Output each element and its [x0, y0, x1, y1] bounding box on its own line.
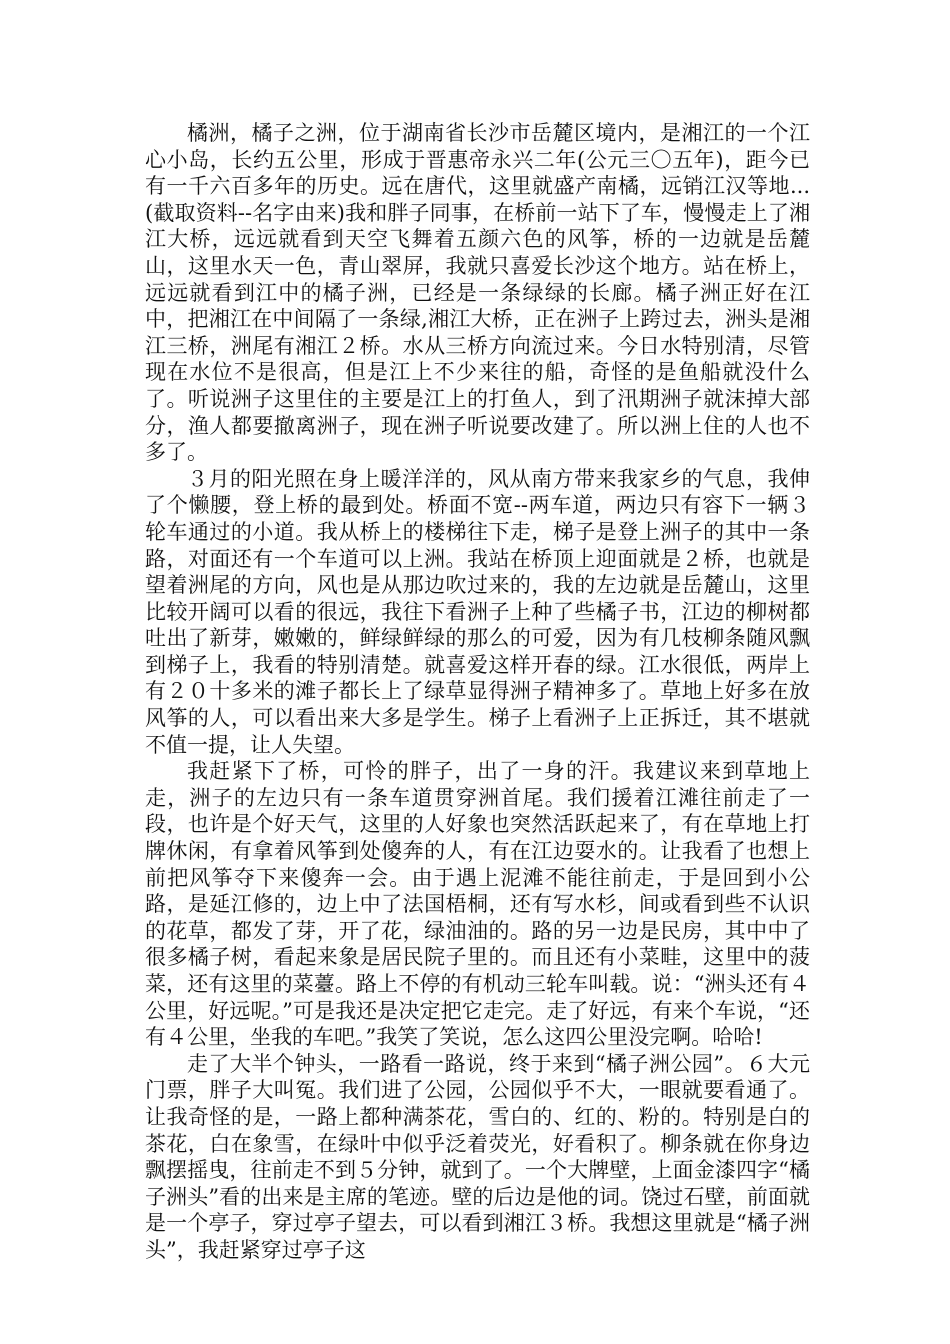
- paragraph-3: 我赶紧下了桥，可怜的胖子，出了一身的汗。我建议来到草地上走，洲子的左边只有一条车道贯穿洲首尾。我们援着江滩往前走了一段，也许是个好天气，这里的人好象也突然活跃起来了，有在草地上打牌休闲，有拿着风筝到处傻奔的人，有在江边耍水的。让我看了也想上前把风筝夺下来傻奔一会。由于遇上泥滩不能往前走，于是回到小公路，是延江修的，边上中了法国梧桐，还有写水杉，间或看到些不认识的花草，都发了芽，开了花，绿油油的。路的另一边是民房，其中中了很多橘子树，看起来象是居民院子里的。而且还有小菜畦，这里中的菠菜，还有这里的菜薹。路上不停的有机动三轮车叫载。说：“洲头还有４公里，好远呢。”可是我还是决定把它走完。走了好远，有来个车说，“还有４公里，坐我的车吧。”我笑了笑说，怎么这四公里没完啊。哈哈!: [145, 759, 810, 1050]
- paragraph-2: ３月的阳光照在身上暖洋洋的，风从南方带来我家乡的气息，我伸了个懒腰，登上桥的最到处。桥面不宽--两车道，两边只有容下一辆３轮车通过的小道。我从桥上的楼梯往下走，梯子是登上洲子的其中一条路，对面还有一个车道可以上洲。我站在桥顶上迎面就是２桥，也就是望着洲尾的方向，风也是从那边吹过来的，我的左边就是岳麓山，这里比较开阔可以看的很远，我往下看洲子上种了些橘子书，江边的柳树都吐出了新芽，嫩嫩的，鲜绿鲜绿的那么的可爱，因为有几枝柳条随风飘到梯子上，我看的特别清楚。就喜爱这样开春的绿。江水很低，两岸上有２０十多米的滩子都长上了绿草显得洲子精神多了。草地上好多在放风筝的人，可以看出来大多是学生。梯子上看洲子上正拆迁，其不堪就不值一提，让人失望。: [145, 466, 810, 757]
- paragraph-1: 橘洲，橘子之洲，位于湖南省长沙市岳麓区境内，是湘江的一个江心小岛，长约五公里，形成于晋惠帝永兴二年(公元三〇五年)，距今已有一千六百多年的历史。远在唐代，这里就盛产南橘，远销江汉等地...(截取资料--名字由来)我和胖子同事，在桥前一站下了车，慢慢走上了湘江大桥，远远就看到天空飞舞着五颜六色的风筝，桥的一边就是岳麓山，这里水天一色，青山翠屏，我就只喜爱长沙这个地方。站在桥上，远远就看到江中的橘子洲，已经是一条绿绿的长廊。橘子洲正好在江中，把湘江在中间隔了一条绿,湘江大桥，正在洲子上跨过去，洲头是湘江三桥，洲尾有湘江２桥。水从三桥方向流过来。今日水特别清，尽管现在水位不是很高，但是江上不少来往的船，奇怪的是鱼船就没什么了。听说洲子这里住的主要是江上的打鱼人，到了汛期洲子就沫掉大部分，渔人都要撤离洲子，现在洲子听说要改建了。所以洲上住的人也不多了。: [145, 121, 810, 465]
- paragraph-4: 走了大半个钟头，一路看一路说，终于来到“橘子洲公园”。６大元门票，胖子大叫冤。我们进了公园，公园似乎不大，一眼就要看通了。让我奇怪的是，一路上都种满茶花，雪白的、红的、粉的。特别是白的茶花，白在象雪，在绿叶中似乎泛着荧光，好看积了。柳条就在你身边飘摆摇曳，往前走不到５分钟，就到了。一个大牌壁，上面金漆四字“橘子洲头”看的出来是主席的笔迹。壁的后边是他的词。饶过石壁，前面就是一个亭子，穿过亭子望去，可以看到湘江３桥。我想这里就是“橘子洲头”，我赶紧穿过亭子这: [145, 1051, 810, 1262]
- document-page: [145, 120, 810, 1264]
